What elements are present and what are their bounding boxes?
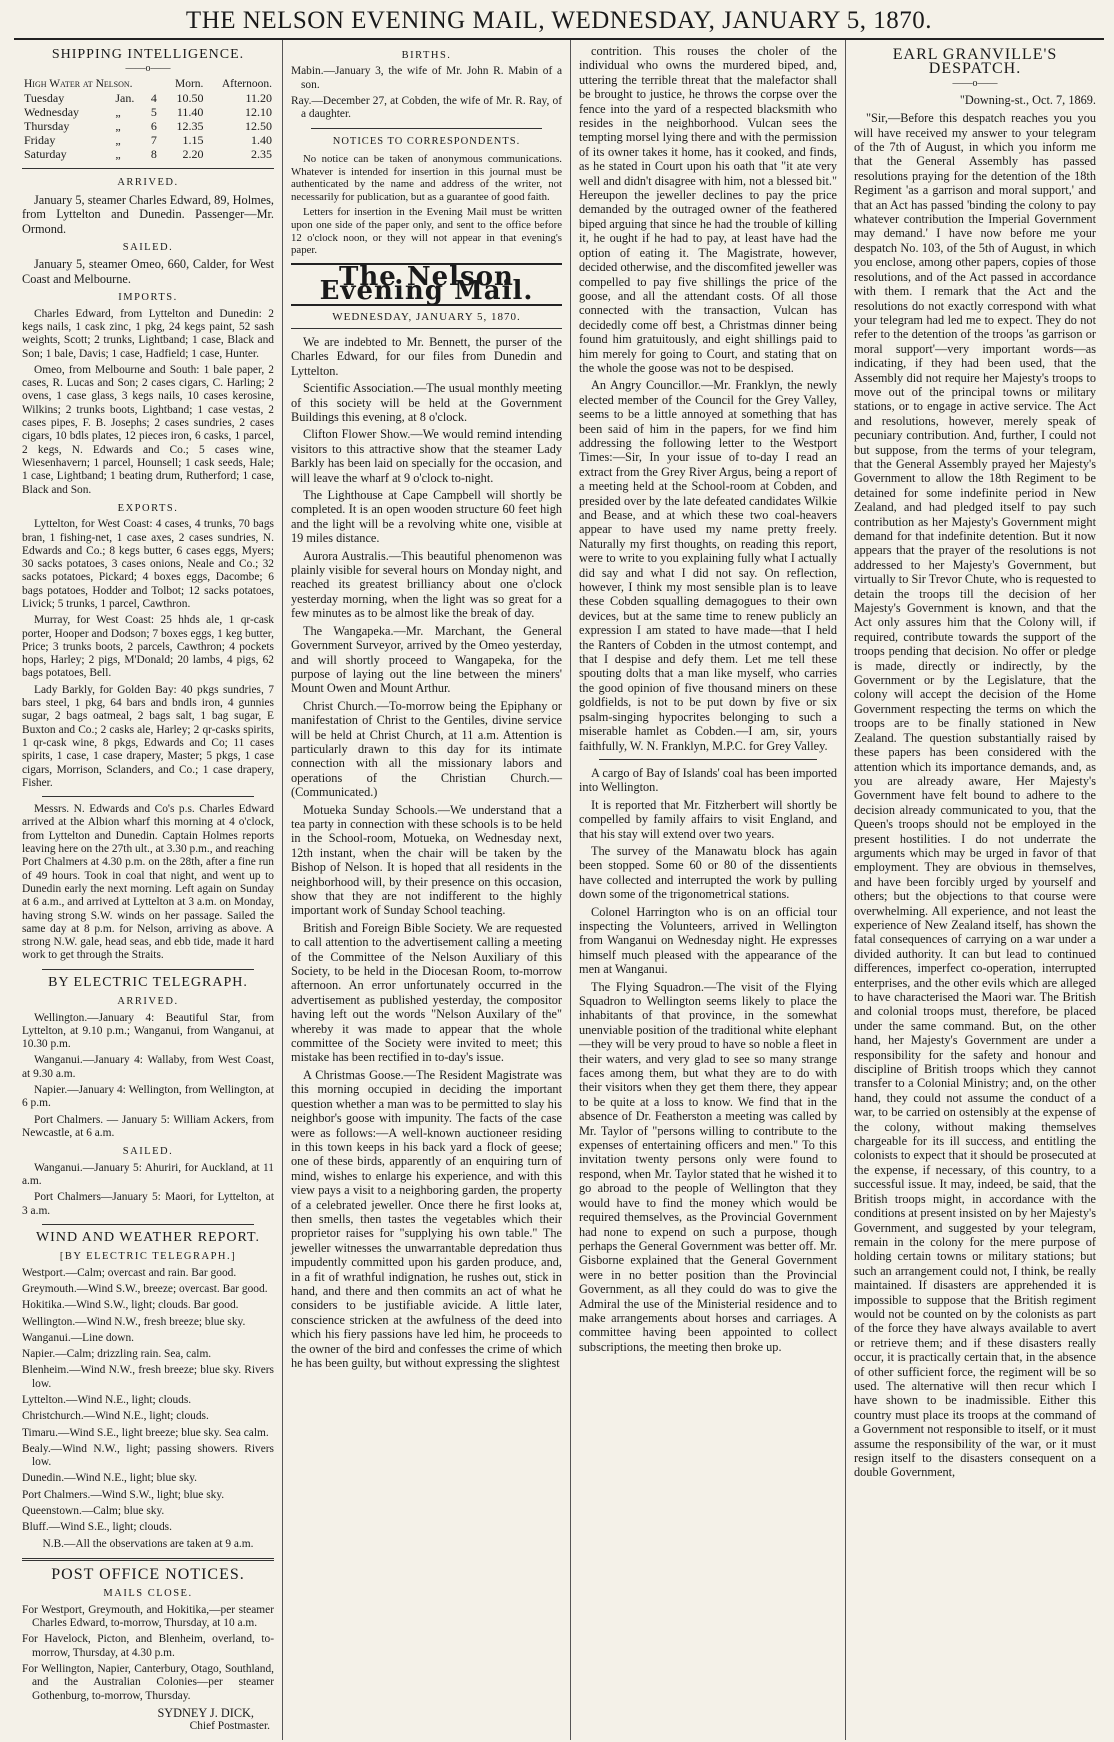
mail-entry: For Wellington, Napier, Canterbury, Otago, Southland, and the Australian Colonies—per steamer Gothenburg, to-morrow, Thursday. (22, 1662, 274, 1702)
news-paragraph: An Angry Councillor.—Mr. Franklyn, the newly elected member of the Council for the Grey Valley, seems to be a little annoyed at something that has been said of him in the papers, for we find him addressing the following letter to the Westport Times:—Sir, In your issue of to-day I read an extract from the Grey River Argus, being a report of a meeting held at the School-room at Cobden, and presided over by the late defeated candidates Wilkie and Bease, and at which these two coal-heavers appear to have used my name pretty freely. Naturally my first thoughts, on reading this report, were to write to you explaining fully what I actually did say and what I did not say. On reflection, however, I think my most sensible plan is to leave these Cobden squalling demagogues to their own devices, but at the same time to renew publicly an expression I am stated to have made—that I held the Ranters of Cobden in the utmost contempt, and that I despise and defy them. Let me tell these spouting dolts that a man like myself, who carries the good opinion of five thousand miners on these goldfields, is not to be put down by five or six psalm-singing hypocrites belonging to such a miserable hamlet as Cobden.—I am, sir, yours faithfully, W. N. Franklyn, M.P.C. for Grey Valley. (579, 378, 837, 753)
birth-notice: Mabin.—January 3, the wife of Mr. John R. Mabin of a son. (291, 65, 562, 91)
tide-cell: 1.40 (251, 133, 272, 148)
tide-row (22, 91, 274, 105)
weather-entry: Port Chalmers.—Wind S.W., light; blue sky. (22, 1488, 225, 1501)
weather-note: N.B.—All the observations are taken at 9 a.m. (42, 1537, 254, 1550)
shipping-report: Messrs. N. Edwards and Co's p.s. Charles Edward arrived at the Albion wharf this morning at 4 o'clock, from Lyttelton and Dunedin. Captain Holmes reports leaving here on the 27th ult., at 3.30 p.m., and reaching Port Chalmers at 4.30 p.m. on the 28th, after a fine run of 49 hours. Took in coal that night, and went up to Dunedin early the next morning. Left again on Sunday at 6 a.m., and arrived at Lyttelton at 3 a.m. on Monday, having strong S.W. winds on her passage. Sailed the same day at 8 p.m. for Nelson, arriving as above. A strong N.W. gale, head seas, and ebb tide, made it hard work to get through the Straits. (22, 803, 274, 962)
weather-entry: Timaru.—Wind S.E., light breeze; blue sky. Sea calm. (22, 1426, 269, 1439)
arrived-text: January 5, steamer Charles Edward, 89, Holmes, from Lyttelton and Dunedin. Passenger—Mr. Ormond. (22, 192, 274, 236)
sailed-heading: SAILED. (122, 242, 174, 254)
post-office-heading: POST OFFICE NOTICES. (51, 1565, 245, 1583)
divider (42, 796, 254, 797)
columns (14, 40, 1104, 1740)
tide-table (22, 77, 274, 161)
notices-heading: NOTICES TO CORRESPONDENTS. (332, 135, 521, 147)
weather-heading: WIND AND WEATHER REPORT. (35, 1229, 261, 1245)
despatch-heading: EARL GRANVILLE'S DESPATCH. (892, 46, 1058, 78)
paper-date: WEDNESDAY, JANUARY 5, 1870. (291, 310, 562, 329)
news-paragraph: The Lighthouse at Cape Campbell will shortly be completed. It is an open wooden structure 60 feet high and the light will be a revolving white one, visible at 19 miles distance. (291, 488, 562, 546)
tide-row (22, 133, 274, 147)
tide-cell: 12.35 (176, 119, 204, 134)
news-paragraph: We are indebted to Mr. Bennett, the purser of the Charles Edward, for our files from Dunedin and Lyttelton. (291, 334, 562, 378)
telegraph-heading: BY ELECTRIC TELEGRAPH. (48, 974, 248, 990)
births-heading: BIRTHS. (401, 50, 452, 61)
tide-cell: „ (115, 133, 121, 148)
tide-cell: Jan. (115, 91, 135, 106)
tide-cell: 6 (150, 119, 157, 134)
birth-notice: Ray.—December 27, at Cobden, the wife of Mr. R. Ray, of a daughter. (291, 95, 562, 121)
tide-cell: 4 (150, 91, 157, 106)
tide-label: High Water at Nelson. (24, 78, 133, 91)
news-paragraph: Scientific Association.—The usual monthly meeting of this society will be held at the Government Buildings this evening, at 8 o'clock. (291, 381, 562, 424)
births-list (291, 65, 562, 121)
divider (599, 759, 817, 760)
tide-cell: 11.40 (176, 105, 204, 120)
column-1 (14, 40, 283, 1740)
column-2 (283, 40, 571, 1740)
divider (22, 168, 274, 169)
news-paragraph: A Christmas Goose.—The Resident Magistrate was this morning occupied in deciding the important question whether a man was to be permitted to slay his neighbor's goose with impunity. The facts of the case were as follows:—A well-known auctioneer residing in this town keeps in his back yard a flock of geese; one of these birds, apparently of an enquiring turn of mind, wishes to enlarge his experience, and with this view pays a visit to a neighboring garden, the property of a celebrated jeweller. Once there he first looks at, then smells, then tastes the vegetables which their proprietor raises for "supplying his own table." The jeweller witnesses the unwarrantable depredation thus impudently committed upon his garden produce, and, in a fit of wrathful indignation, he rushes out, stick in hand, and there and then commits an act of what he considers to be justifiable avicide. A little later, conscience stricken at the awfulness of the deed into which his fiery passions have led him, he proceeds to the owner of the bird and confesses the crime of which he has been guilty, but without expressing the slightest (291, 1067, 562, 1370)
news-paragraph: The survey of the Manawatu block has again been stopped. Some 60 or 80 of the dissentients have collected and interrupted the work by pulling down some of the trigonometrical stations. (579, 843, 837, 902)
news-paragraph: It is reported that Mr. Fitzherbert will shortly be compelled by family affairs to visit England, and that his stay will extend over two years. (579, 797, 837, 841)
telegraph-sailed-list (22, 1162, 274, 1218)
news-paragraph: Clifton Flower Show.—We would remind intending visitors to this attractive show that the steamer Lady Barkly has been laid on specially for the occasion, and will leave the wharf at 9 o'clock to-night. (291, 427, 562, 485)
tide-cell: Friday (24, 133, 56, 148)
weather-entry: Wellington.—Wind N.W., fresh breeze; blue sky. (22, 1315, 246, 1328)
divider (311, 128, 542, 129)
weather-list (22, 1267, 274, 1535)
tide-cell: 8 (150, 147, 157, 162)
mail-entry: For Westport, Greymouth, and Hokitika,—per steamer Charles Edward, to-morrow, Thursday, at 10 a.m. (22, 1603, 274, 1630)
news-paragraph: contrition. This rouses the choler of the individual who owns the murdered biped, and, uttering the terrible threat that the malefactor shall be brought to justice, he throws the corpse over the fence into the yard of a respected blacksmith who resides in the neighborhood. Vulcan sees the tempting morsel lying there and with the permission of its owner takes it home, has it cooked, and finds, as he stated in Court upon his oath that "it ate very well and didn't disagree with him, not a blessed bit." Hereupon the jeweller declines to pay the price demanded by the outraged owner of the feathered biped arguing that since he had the trouble of killing it, he ought if he had to pay, at least have had the option of eating it. The Magistrate, however, decided otherwise, and the discomfited jeweller was compelled to pay five shillings the price of the goose, and all the attendant costs. Of all those connected with the transaction, Vulcan has decidedly come off best, a Christmas dinner being found him gratuitously, and eight shillings paid to him merely for going to Court, and stating that on the whole the goose was not to be despised. (579, 44, 837, 375)
arrived-heading: ARRIVED. (117, 177, 179, 189)
tide-row (22, 105, 274, 119)
ornament: ——o—— (125, 63, 171, 75)
telegraph-arrived-heading: ARRIVED. (117, 996, 179, 1008)
news-paragraph: The Flying Squadron.—The visit of the Flying Squadron to Wellington seems likely to place the inhabitants of that province, in the somewhat unenviable position of the traditional white elephant—they will be very proud to have so noble a fleet in their waters, and very glad to see so many strange faces among them, but what they are to do with their visitors when they get them there, they appear to be quite at a loss to know. We find that in the absence of Dr. Featherston a meeting was called by Mr. Taylor of "persons willing to contribute to the expenses of entertaining officers and men." To this invitation twenty persons only were found to respond, when Mr. Taylor stated that he wished it to go abroad to the people of Wellington that they would have to find the money which would be required themselves, as the Provincial Government had none to expend on such a purpose, though perhaps the General Government was better off. Mr. Gisborne explained that the General Government were in no better position than the Provincial Government, as all they could do was to give the Admiral the use of the Ministerial residence and to make arrangements about horses and carriages. A committee having been appointed to collect subscriptions, the meeting then broke up. (579, 979, 837, 1354)
editorial-items (291, 335, 562, 1370)
tide-cell: Saturday (24, 147, 67, 162)
tide-cell: Thursday (24, 119, 70, 134)
news-paragraph: Colonel Harrington who is on an official tour inspecting the Volunteers, arrived in Wellington from Wanganui on Wednesday night. He expresses himself much pleased with the appearance of the men at Wanganui. (579, 904, 837, 977)
weather-entry: Christchurch.—Wind N.E., light; clouds. (22, 1410, 209, 1423)
despatch-dateline: "Downing-st., Oct. 7, 1869. (959, 92, 1096, 107)
weather-entry: Lyttelton.—Wind N.E., light; clouds. (22, 1393, 192, 1406)
weather-entry: Queenstown.—Calm; blue sky. (22, 1505, 165, 1518)
tide-cell: „ (115, 147, 121, 162)
tide-cell: „ (115, 119, 121, 134)
tide-cell: 2.35 (251, 147, 272, 162)
mail-entry: For Havelock, Picton, and Blenheim, overland, to-morrow, Thursday, at 4.30 p.m. (22, 1633, 274, 1659)
divider (22, 1558, 274, 1561)
news-paragraph: Aurora Australis.—This beautiful phenomenon was plainly visible for several hours on Monday night, and reached its greatest brilliancy about one o'clock yesterday morning, when the light was so great for a few minutes as to be almost like the break of day. (291, 548, 562, 621)
exports-heading: EXPORTS. (117, 502, 179, 514)
tide-row (22, 147, 274, 161)
paper-title: The Nelson Evening Mail. (291, 263, 562, 306)
telegraph-entry: Napier.—January 4: Wellington, from Wellington, at 6 p.m. (22, 1084, 274, 1110)
tide-cell: 7 (150, 133, 157, 148)
telegraph-entry: Port Chalmers. — January 5: William Ackers, from Newcastle, at 6 a.m. (22, 1113, 274, 1139)
telegraph-entry: Wellington.—January 4: Beautiful Star, from Lyttelton, at 9.10 p.m.; Wanganui, from Wanganui, at 10.30 p.m. (22, 1011, 274, 1051)
ornament: ——o—— (952, 77, 998, 89)
mails-heading: MAILS CLOSE. (103, 1588, 193, 1600)
weather-entry: Dunedin.—Wind N.E., light; blue sky. (22, 1472, 198, 1485)
tide-aft-header: Afternoon. (221, 78, 272, 91)
tide-cell: 11.20 (245, 91, 272, 106)
masthead: THE NELSON EVENING MAIL, WEDNESDAY, JANUARY 5, 1870. (14, 6, 1104, 40)
tide-cell: „ (115, 105, 121, 120)
column-4 (846, 40, 1104, 1740)
news-items (579, 766, 837, 1354)
tide-cell: 10.50 (176, 91, 204, 106)
shipping-heading: SHIPPING INTELLIGENCE. (51, 47, 245, 62)
telegraph-arrived-list (22, 1012, 274, 1141)
tide-cell: 12.50 (245, 119, 272, 134)
column-3 (571, 40, 846, 1740)
divider (42, 969, 254, 970)
correspondent-notice: No notice can be taken of anonymous communications. Whatever is intended for insertion in this journal must be authenticated by the name and address of the writer, not necessarily for publication, but as a guarantee of good faith. (291, 153, 562, 203)
despatch-body (854, 111, 1096, 1480)
telegraph-entry: Wanganui.—January 4: Wallaby, from West Coast, at 9.30 a.m. (22, 1054, 274, 1080)
tide-cell: Tuesday (24, 91, 65, 106)
divider (42, 1224, 254, 1225)
postmaster-name: SYDNEY J. DICK, (157, 1705, 254, 1720)
mails-list (22, 1604, 274, 1703)
weather-entry: Greymouth.—Wind S.W., breeze; overcast. Bar good. (22, 1282, 268, 1295)
weather-entry: Blenheim.—Wind N.W., fresh breeze; blue sky. Rivers low. (22, 1364, 274, 1390)
imports-heading: IMPORTS. (118, 292, 178, 304)
notices-list (291, 153, 562, 257)
exports-text: Lady Barkly, for Golden Bay: 40 pkgs sundries, 7 bars steel, 1 pkg, 64 bars and bndls iron, 4 gunnies sugar, 2 bags oatmeal, 2 bags salt, 1 bag sugar, E Buxton and Co.; 2 casks ale, Harley; 2 qr-casks spirits, 1 qr-cask wine, 8 pkgs, Edwards and Co; 11 cases spirits, 1 case, 1 case drapery, Master; 5 pkgs, 1 case cigars, Morrison, Sclanders, and Co.; 1 case drapery, Fisher. (22, 683, 274, 789)
tide-morn-header: Morn. (175, 78, 204, 91)
news-paragraph: Christ Church.—To-morrow being the Epiphany or manifestation of Christ to the Gentiles, divine service will be held at Christ Church, at 11 a.m. Attention is particularly drawn to this day for its intimate connection with all the missionary labors and operations of the Christian Church.—(Communicated.) (291, 698, 562, 800)
telegraph-entry: Port Chalmers—January 5: Maori, for Lyttelton, at 3 a.m. (22, 1191, 274, 1217)
weather-entry: Napier.—Calm; drizzling rain. Sea, calm. (22, 1348, 212, 1361)
tide-cell: 5 (150, 105, 157, 120)
exports-text: Lyttelton, for West Coast: 4 cases, 4 trunks, 70 bags bran, 1 fishing-net, 1 case axes, 2 cases sundries, N. Edwards and Co.; 8 kegs butter, 6 cases eggs, Myers; 30 sacks potatoes, 3 cases onions, Neale and Co.; 32 sacks potatoes, Pickard; 4 boxes eggs, Dacombe; 6 bags potatoes, Hodder and Tolbot; 12 sacks potatoes, Livick; 5 trunks, 1 parcel, Cawthron. (22, 518, 274, 610)
imports-text: Omeo, from Melbourne and South: 1 bale paper, 2 cases, R. Lucas and Son; 2 cases cigars, C. Harling; 2 ovens, 1 case glass, 3 kegs nails, 10 cases kerosine, Wilkins; 2 trunks boots, Lightband; 1 case vestas, 2 cases pipes, F. B. Josephs; 2 cases sundries, 2 cases cigars, 10 bdls plates, 12 pieces iron, 6 casks, 1 parcel, 2 kegs, N. Edwards and Co.; 5 cases wine, Wiesenhavern; 1 parcel, Hounsell; 1 cask seeds, Hale; 1 case, Lightband; 1 beating drum, Rutherford; 1 case, Black and Son. (22, 363, 274, 496)
tide-cell: 1.15 (182, 133, 204, 148)
tide-row (22, 119, 274, 133)
imports-text: Charles Edward, from Lyttelton and Dunedin: 2 kegs nails, 1 cask zinc, 1 pkg, 24 kegs paint, 52 sash weights, Scott; 2 trunks, Lightband; 1 case, Black and Son; 1 bale, Davis; 1 case, Hadfield; 1 case, Hunter. (22, 307, 274, 360)
telegraph-sailed-heading: SAILED. (122, 1146, 174, 1158)
correspondent-notice: Letters for insertion in the Evening Mail must be written upon one side of the paper only, and sent to the office before 12 o'clock noon, or they will not appear in that evening's paper. (291, 206, 562, 257)
weather-entry: Hokitika.—Wind S.W., light; clouds. Bar good. (22, 1299, 239, 1312)
weather-entry: Wanganui.—Line down. (22, 1331, 135, 1344)
tide-cell: 2.20 (182, 147, 204, 162)
news-paragraph: The Wangapeka.—Mr. Marchant, the General Government Surveyor, arrived by the Omeo yesterday, and will shortly proceed to Wangapeka, for the purpose of laying out the line between the miners' Mount Owen and Mount Arthur. (291, 623, 562, 696)
exports-text: Murray, for West Coast: 25 hhds ale, 1 qr-cask porter, Hooper and Dodson; 7 boxes eggs, 1 keg butter, Price; 3 trunks boots, 2 parcels, Cawthron; 4 pockets hops, Harley; 2 pigs, M'Donald; 20 lambs, 4 pigs, 62 bags potatoes, Bell. (22, 614, 274, 680)
tide-cell: Wednesday (24, 105, 80, 120)
news-paragraph: Motueka Sunday Schools.—We understand that a tea party in connection with these schools is to be held in the School-room, Motueka, on Wednesday next, 12th instant, when the chair will be taken by the Bishop of Nelson. It is hoped that all residents in the neighborhood will, by their presence on this occasion, show that they are not indifferent to the highly important work of Sunday School teaching. (291, 802, 562, 918)
news-items (579, 44, 837, 753)
weather-subheading: [BY ELECTRIC TELEGRAPH.] (59, 1251, 237, 1263)
weather-entry: Bluff.—Wind S.E., light; clouds. (22, 1521, 172, 1534)
news-paragraph: A cargo of Bay of Islands' coal has been imported into Wellington. (579, 765, 837, 795)
weather-entry: Bealy.—Wind N.W., light; passing showers. Rivers low. (22, 1442, 274, 1469)
despatch-paragraph: "Sir,—Before this despatch reaches you you will have received my answer to your telegram of the 7th of August, in which you inform me that the General Assembly has passed resolutions praying for the detention of the 18th Regiment 'as a garrison and moral support,' and that an Act has passed 'binding the colony to pay whatever contribution the Imperial Government may demand.' I have now before me your despatch No. 103, of the 5th of August, in which you enclose, among other papers, copies of those resolutions, and of the Act passed in accordance with them. I remark that the Act and the resolutions do not exactly correspond with what your telegram had led me to expect. They do not refer to the detention of the troops 'as garrison or moral support'—very important words—as indicating, if they had been used, that the Assembly did not require her Majesty's troops to move out of the principal towns or military stations, or to engage in active service. The Act and resolutions, however, merely speak of pecuniary contribution. And, further, I could not but suppose, from the terms of your telegram, that the General Assembly prayed her Majesty's Government to allow the 18th Regiment to be detained for some indefinite period in New Zealand, and had pledged itself to pay such contribution as her Majesty's Government might demand for that indefinite detention. But it now appears that the prayer of the resolutions is not addressed to her Majesty's Government, but virtually to Sir Trevor Chute, who is requested to detain the troops till the decision of her Majesty's Government is known, and that the Act only assures him that the Colony will, if required, contribute towards the support of the troops pending that decision. No offer or pledge is made, directly or indirectly, by the Government or by the Legislature, that the colony will accept the decision of the Home Government respecting the terms on which the troops are to be finally stationed in New Zealand. The question substantially raised by these papers has been considered with the attention which its importance demands, and, as you are already aware, Her Majesty's Government have felt bound to adhere to the decision already communicated to you, that the Queen's troops should not be employed in the present hostilities. I do not underrate the arguments which may be urged in favor of that employment. They are obvious in themselves, and have been forcibly urged by yourself and others; but the objections to that course were overwhelming. All experience, and not least the experience of New Zealand itself, has shown the fatal consequences of carrying on a war under a divided authority. It can but lead to continued differences, imperfect co-operation, interrupted enterprises, and the other evils which are alleged to have characterised the Maori war. The British and colonial troops must, therefore, be placed under the same command. But, on the other hand, her Majesty's Government are under a responsibility for the safety and honour and discipline of British troops which they cannot transfer to a Colonial Ministry; and, on the other hand, they could not assume the conduct of a war, to be carried on ostensibly at the expense of the colony, without making themselves chargeable for its ill success, and entitling the colonists to expect that it should be prosecuted at the expense, if necessary, of this country, to a successful issue. It may, indeed, be said, that the British troops might, in accordance with the conditions at present insisted on by her Majesty's Government, and suggested by your telegram, remain in the colony for the mere purpose of holding certain towns or military stations; but such an arrangement could not, I think, be really maintained. If disasters are apprehended it is impossible to suppose that the British regiment would not be counted on by the colonists as part of the force they have always available to avert or retrieve them; and if these disasters really occur, it is practically certain that, in the absence of other sufficient force, the regiment will be so used. The alternative will then recur which I have shown to be inadmissible. Either this country must place its troops at the command of a Government not responsible to itself, or it must assume the responsibility of the war, or it must resign itself to the disasters consequent on a double Government, (854, 111, 1096, 1480)
tide-cell: 12.10 (245, 105, 272, 120)
sailed-text: January 5, steamer Omeo, 660, Calder, for West Coast and Melbourne. (22, 257, 274, 286)
telegraph-entry: Wanganui.—January 5: Ahuriri, for Auckland, at 11 a.m. (22, 1161, 274, 1187)
news-paragraph: British and Foreign Bible Society. We are requested to call attention to the advertisement calling a meeting of the Committee of the Nelson Auxiliary of this Society, to be held in the Diocesan Room, to-morrow afternoon. An error unfortunately occurred in the advertisement as published yesterday, the compositor having left out the words "Nelson Auxilary of the" whereby it was made to appear that the whole committee of the Society were invited to meet; this mistake has been rectified in to-day's issue. (291, 920, 562, 1065)
postmaster-title: Chief Postmaster. (189, 1720, 270, 1733)
weather-entry: Westport.—Calm; overcast and rain. Bar good. (22, 1266, 237, 1279)
